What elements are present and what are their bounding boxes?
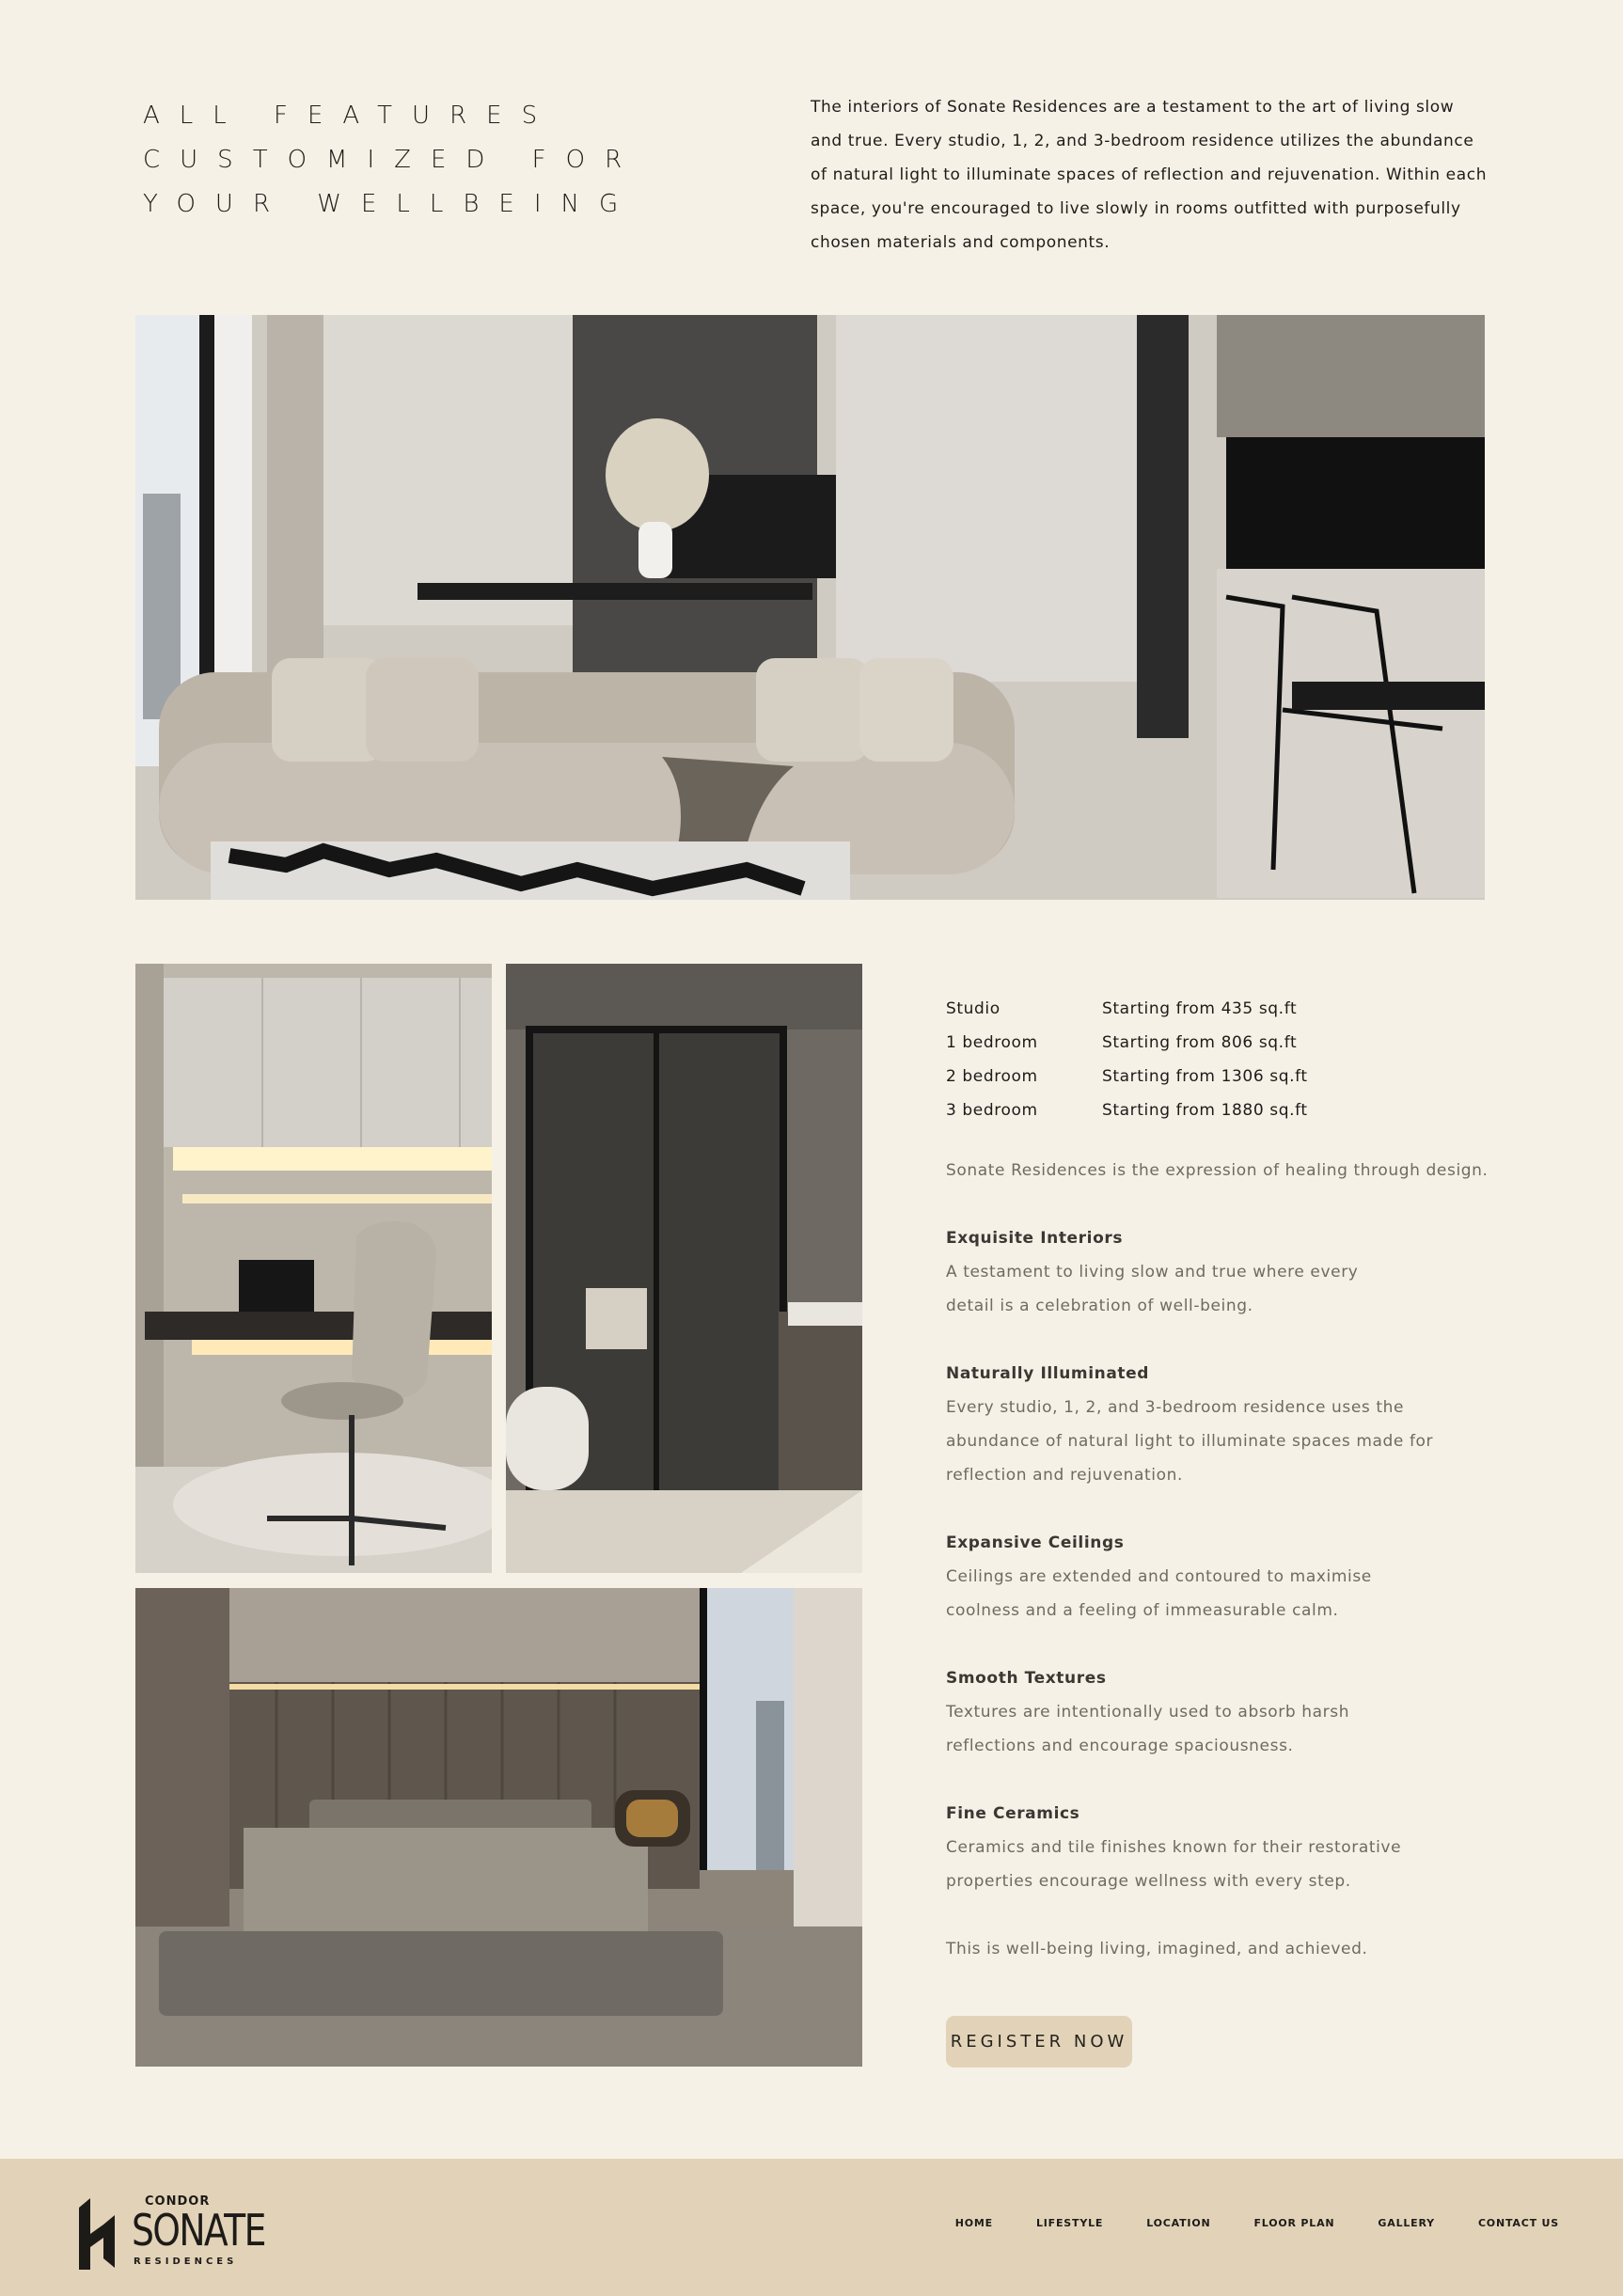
features-outro: This is well-being living, imagined, and achieved.: [946, 1940, 1368, 1958]
nav-contact-us[interactable]: CONTACT US: [1477, 2217, 1559, 2229]
unit-row: [946, 1093, 1510, 1127]
footer-nav: [912, 2217, 1559, 2229]
nav-home[interactable]: HOME: [954, 2217, 993, 2229]
bathroom-photo: [506, 964, 862, 1573]
features-list: [946, 1154, 1510, 1966]
feature-item: [946, 1526, 1510, 1628]
heading-line-2: CUSTOMIZED FOR: [143, 146, 642, 174]
unit-size: Starting from 435 sq.ft: [1102, 999, 1298, 1018]
feature-body: Ceramics and tile finishes known for their restorative properties encourage wellness with every step.: [946, 1838, 1402, 1891]
site-footer: [0, 2159, 1623, 2296]
nav-gallery[interactable]: GALLERY: [1378, 2217, 1435, 2229]
heading-line-3: YOUR WELLBEING: [143, 190, 638, 218]
unit-name: 1 bedroom: [946, 1033, 1038, 1052]
unit-row: [946, 1060, 1510, 1093]
bedroom-photo: [135, 1588, 862, 2067]
unit-name: Studio: [946, 999, 1001, 1018]
feature-title: Exquisite Interiors: [946, 1229, 1124, 1248]
logo-mark-icon: [77, 2196, 117, 2270]
feature-item: [946, 1221, 1510, 1323]
logo-sonate-text: SONATE: [132, 2205, 265, 2256]
feature-item: [946, 1357, 1510, 1492]
feature-title: Naturally Illuminated: [946, 1364, 1150, 1383]
feature-title: Fine Ceramics: [946, 1804, 1080, 1823]
logo-residences-text: RESIDENCES: [134, 2257, 238, 2267]
unit-size: Starting from 1306 sq.ft: [1102, 1067, 1308, 1086]
logo-condor-text: CONDOR: [145, 2194, 211, 2209]
unit-size: Starting from 1880 sq.ft: [1102, 1101, 1308, 1120]
nav-floor-plan[interactable]: FLOOR PLAN: [1253, 2217, 1335, 2229]
unit-name: 2 bedroom: [946, 1067, 1038, 1086]
sonate-logo[interactable]: [77, 2189, 265, 2273]
register-now-button[interactable]: REGISTER NOW: [946, 2016, 1132, 2068]
unit-row: [946, 1026, 1510, 1060]
intro-paragraph: The interiors of Sonate Residences are a testament to the art of living slow and true. Every studio, 1, 2, and 3-bedroom residence utilizes the abundance of natural light to illuminate spaces of reflection and rejuvenation. Within each space, you're encouraged to live slowly in rooms outfitted with purposefully chosen materials and components.: [811, 98, 1488, 252]
unit-size: Starting from 806 sq.ft: [1102, 1033, 1298, 1052]
nav-lifestyle[interactable]: LIFESTYLE: [1035, 2217, 1104, 2229]
feature-title: Smooth Textures: [946, 1669, 1107, 1688]
feature-body: Every studio, 1, 2, and 3-bedroom residence uses the abundance of natural light to illuminate spaces made for reflection and rejuvenation.: [946, 1398, 1434, 1485]
feature-body: A testament to living slow and true where every detail is a celebration of well-being.: [946, 1263, 1359, 1315]
feature-title: Expansive Ceilings: [946, 1533, 1125, 1552]
features-lead: Sonate Residences is the expression of healing through design.: [946, 1161, 1489, 1180]
section-heading: [143, 94, 745, 227]
unit-sizes-table: [946, 992, 1510, 1127]
feature-body: Textures are intentionally used to absorb harsh reflections and encourage spaciousness.: [946, 1703, 1350, 1755]
nav-location[interactable]: LOCATION: [1146, 2217, 1211, 2229]
home-office-photo: [135, 964, 492, 1573]
feature-item: [946, 1661, 1510, 1763]
unit-row: [946, 992, 1510, 1026]
heading-line-1: ALL FEATURES: [143, 102, 558, 130]
unit-name: 3 bedroom: [946, 1101, 1038, 1120]
feature-body: Ceilings are extended and contoured to maximise coolness and a feeling of immeasurable calm.: [946, 1567, 1372, 1620]
living-room-photo: [135, 315, 1485, 900]
feature-item: [946, 1797, 1510, 1898]
